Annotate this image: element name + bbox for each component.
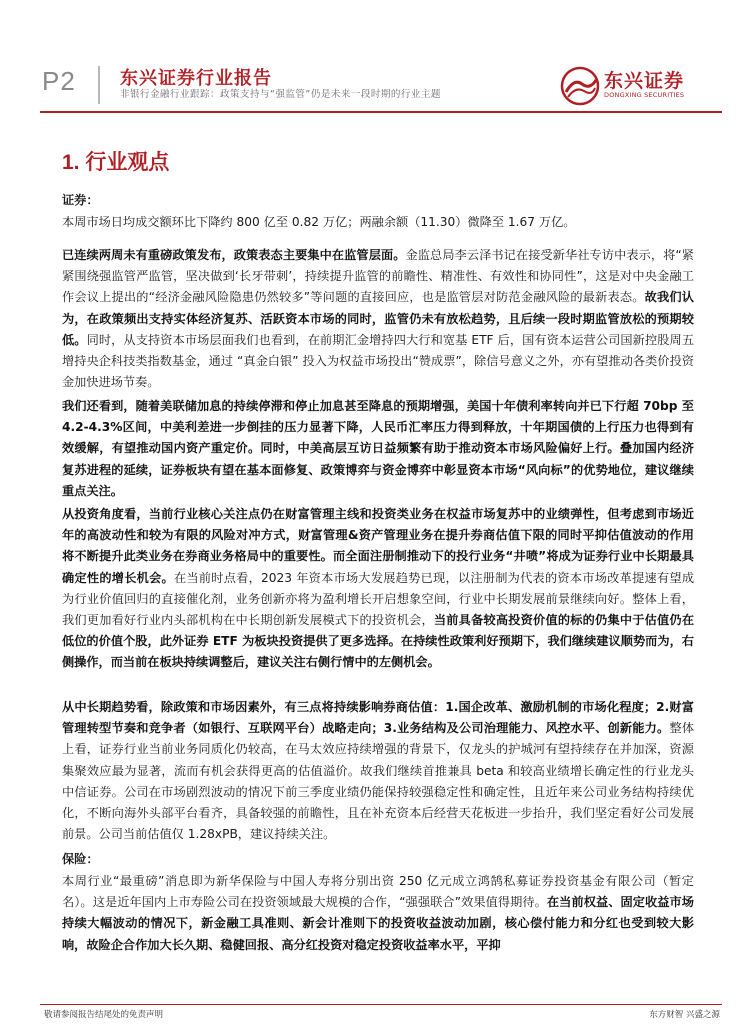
report-title: 东兴证券行业报告 <box>120 68 272 89</box>
securities-paragraph-2-text-2: 同时，从支持资本市场层面我们也看到，在前期汇金增持四大行和宽基 ETF 后，国有资本运营公司国新控股周五增持央企科技类指数基金，通过 “真金白银” 投入为权益市场投出“赞成票”，除信号意义之外，亦有望推动各类价投资金加快进场节奏。 <box>62 332 695 390</box>
securities-paragraph-4 <box>62 504 694 674</box>
footer-divider <box>40 1004 722 1005</box>
securities-paragraph-3-bold: 我们还看到，随着美联储加息的持续停滞和停止加息甚至降息的预期增强，美国十年债利率转向并已下行超 70bp 至 4.2-4.3%区间，中美利差进一步倒挂的压力显著下降，人民币汇率压力得到释放，十年期国债的上行压力也得到有效缓解，有望推动国内资产重定价。同时，中美高层互访日益频繁有助于推动资本市场风险偏好上行。叠加国内经济复苏进程的延续，证券板块有望在基本面修复、政策博弈与资金博弈中彰显资本市场“风向标”的优势地位，建议继续重点关注。 <box>62 399 694 498</box>
insurance-paragraph-1-text: 本周行业“最重磅”消息即为新华保险与中国人寿将分别出资 250 亿元成立鸿鹄私募证券投资基金有限公司（暂定名）。这是近年国内上市寿险公司在投资领域最大规模的合作，“强强联合”效果值得期待。 <box>62 874 694 910</box>
page-number-divider <box>98 66 100 104</box>
securities-paragraph-1: 本周市场日均成交额环比下降约 800 亿至 0.82 万亿；两融余额（11.30）微降至 1.67 万亿。 <box>62 215 576 229</box>
logo-text-cn: 东兴证券 <box>604 70 685 92</box>
insurance-paragraph-1-bold: 在当前权益、固定收益市场持续大幅波动的情况下，新金融工具准则、新会计准则下的投资收益波动加剧，核心偿付能力和分红也受到较大影响，故险企合作加大长久期、稳健回报、高分红投资对稳定投资收益率水平，平抑 <box>62 895 694 952</box>
securities-paragraph-2-bold-2: 故我们认为，在政策频出支持实体经济复苏、活跃资本市场的同时，监管仍未有放松趋势，且后续一段时期监管放松的预期较低。 <box>62 290 694 347</box>
insurance-paragraph-1 <box>62 871 694 956</box>
insurance-label: 保险： <box>62 852 99 866</box>
securities-paragraph-5-bold: 从中长期趋势看，除政策和市场因素外，有三点将持续影响券商估值：1.国企改革、激励机制的市场化程度；2.财富管理转型节奏和竞争者（如银行、互联网平台）战略走向；3.业务结构及公司治理能力、风控水平、创新能力。 <box>62 700 694 736</box>
company-logo <box>560 64 720 108</box>
section-title: 1. 行业观点 <box>62 151 170 174</box>
securities-paragraph-3 <box>62 396 694 502</box>
header-divider <box>40 111 722 113</box>
securities-paragraph-5-text: 整体上看，证券行业当前业务同质化仍较高，在马太效应持续增强的背景下，仅龙头的护城河有望持续存在并加深，资源集聚效应最为显著，流而有机会获得更高的估值溢价。故我们继续首推兼具 beta 和较高业绩增长确定性的行业龙头中信证券。公司在市场剧烈波动的情况下前三季度业绩仍能保持较强稳定性和确定性，且近年来公司业务结构持续优化，不断向海外头部平台看齐，具备较强的前瞻性，且在补充资本后经营天花板进一步抬升，我们坚定看好公司发展前景。公司当前估值仅 1.28xPB，建议持续关注。 <box>62 721 695 842</box>
footer-disclaimer: 敬请参阅报告结尾处的免责声明 <box>44 1010 164 1020</box>
securities-paragraph-2 <box>62 245 694 393</box>
securities-paragraph-4-text-1: 在当前时点看，2023 年资本市场大发展趋势已现，以注册制为代表的资本市场改革提速有望成为行业价值回归的直接催化剂，业务创新亦将为盈利增长开启想象空间，行业中长期发展前景继续向好。整体上看，我们更加看好行业内头部机构在中长期创新发展模式下的投资机会， <box>62 570 695 628</box>
securities-paragraph-2-bold-1: 已连续两周未有重磅政策发布，政策表态主要集中在监管层面。 <box>62 248 406 262</box>
logo-text-en: DONGXING SECURITIES <box>604 91 685 99</box>
securities-label: 证券： <box>62 193 99 207</box>
page-number: P2 <box>42 66 76 96</box>
securities-paragraph-5 <box>62 697 694 845</box>
securities-paragraph-4-bold-1: 从投资角度看，当前行业核心关注点仍在财富管理主线和投资类业务在权益市场复苏中的业绩弹性，但考虑到市场近年的高波动性和较为有限的风险对冲方式，财富管理&资产管理业务在提升券商估值下限的同时平抑估值波动的作用将不断提升此类业务在券商业务格局中的重要性。而全面注册制推动下的投行业务“井喷”将成为证券行业中长期最具确定性的增长机会。 <box>62 507 694 585</box>
securities-paragraph-4-bold-2: 当前具备较高投资价值的标的仍集中于估值仍在低位的价值个股，此外证券 ETF 为板块投资提供了更多选择。在持续性政策利好预期下，我们继续建议顺势而为，右侧操作，而当前在板块持续调整后，建议关注右侧行情中的左侧机会。 <box>62 613 695 670</box>
report-subtitle: 非银行金融行业跟踪：政策支持与“强监管”仍是未来一段时期的行业主题 <box>120 89 441 100</box>
securities-paragraph-2-text-1: 金监总局李云泽书记在接受新华社专访中表示，将“紧紧围绕强监管严监管，坚决做到‘长牙带刺’，持续提升监管的前瞻性、精准性、有效性和协同性”，这是对中央金融工作会议上提出的“经济金融风险隐患仍然较多”等问题的直接回应，也是监管层对防范金融风险的最新表态。 <box>62 248 694 305</box>
logo-emblem-icon <box>560 66 600 106</box>
footer-slogan: 东方财智 兴盛之源 <box>649 1010 720 1020</box>
